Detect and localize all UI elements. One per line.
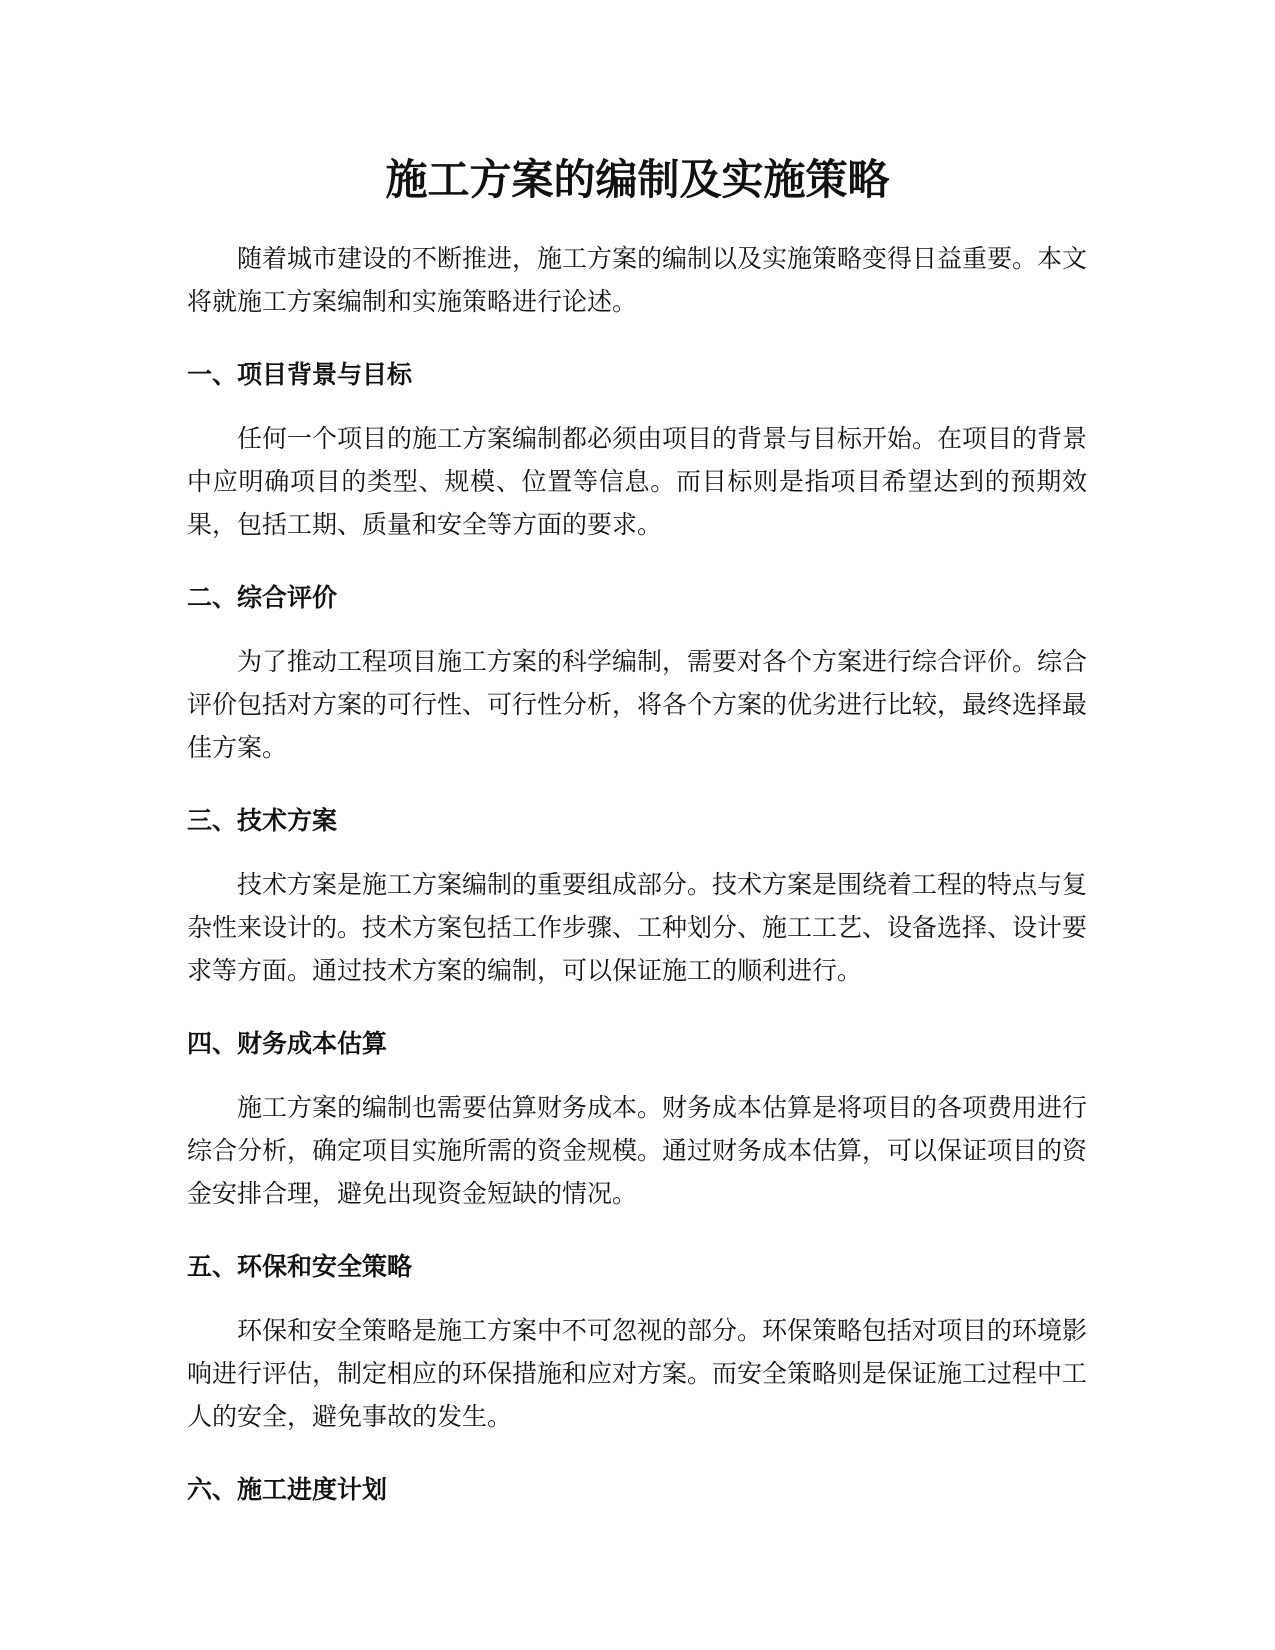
section-cost-estimate (187, 1026, 1087, 1215)
section-heading: 一、项目背景与目标 (187, 360, 413, 389)
section-heading: 三、技术方案 (187, 806, 338, 835)
section-environment-safety (187, 1249, 1087, 1438)
section-heading: 二、综合评价 (187, 583, 338, 612)
section-technical-plan (187, 803, 1087, 992)
section-paragraph: 环保和安全策略是施工方案中不可忽视的部分。环保策略包括对项目的环境影响进行评估，制定相应的环保措施和应对方案。而安全策略则是保证施工过程中工人的安全，避免事故的发生。 (187, 1316, 1088, 1431)
section-schedule (187, 1472, 1087, 1508)
document-body (187, 237, 1087, 1508)
section-paragraph: 任何一个项目的施工方案编制都必须由项目的背景与目标开始。在项目的背景中应明确项目的类型、规模、位置等信息。而目标则是指项目希望达到的预期效果，包括工期、质量和安全等方面的要求。 (187, 424, 1088, 539)
section-paragraph: 施工方案的编制也需要估算财务成本。财务成本估算是将项目的各项费用进行综合分析，确定项目实施所需的资金规模。通过财务成本估算，可以保证项目的资金安排合理，避免出现资金短缺的情况。 (187, 1093, 1088, 1208)
section-heading: 五、环保和安全策略 (187, 1252, 413, 1281)
intro-paragraph: 随着城市建设的不断推进，施工方案的编制以及实施策略变得日益重要。本文将就施工方案编制和实施策略进行论述。 (187, 244, 1088, 316)
document-title: 施工方案的编制及实施策略 (385, 155, 890, 204)
section-heading: 四、财务成本估算 (187, 1029, 388, 1058)
section-paragraph: 技术方案是施工方案编制的重要组成部分。技术方案是围绕着工程的特点与复杂性来设计的。技术方案包括工作步骤、工种划分、施工工艺、设备选择、设计要求等方面。通过技术方案的编制，可以保证施工的顺利进行。 (187, 870, 1088, 985)
section-paragraph: 为了推动工程项目施工方案的科学编制，需要对各个方案进行综合评价。综合评价包括对方案的可行性、可行性分析，将各个方案的优劣进行比较，最终选择最佳方案。 (187, 647, 1088, 762)
section-heading: 六、施工进度计划 (187, 1475, 388, 1504)
section-project-background (187, 357, 1087, 546)
section-comprehensive-evaluation (187, 580, 1087, 769)
